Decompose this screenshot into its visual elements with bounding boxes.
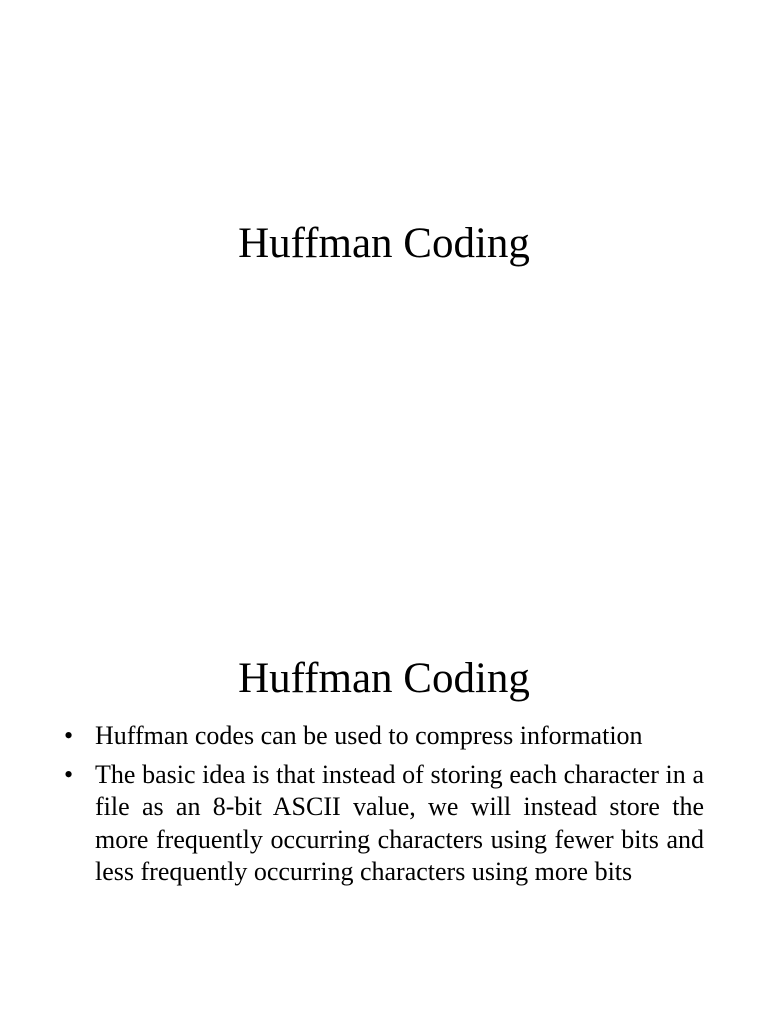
bullet-text-1: Huffman codes can be used to compress information: [95, 721, 643, 750]
bullet-icon: •: [64, 721, 74, 750]
bullet-item-2: [64, 759, 704, 889]
slide-1-title: Huffman Coding: [238, 220, 530, 267]
bullet-icon: •: [64, 759, 74, 789]
bullet-list: [64, 720, 704, 895]
bullet-item-1: [64, 720, 704, 753]
bullet-text-2: The basic idea is that instead of storing each character in a file as an 8-bit ASCII value, we will instead store the more frequently occurring characters using fewer bits and less frequently occurring characters using more bits: [95, 759, 704, 886]
slide-2-title: Huffman Coding: [238, 655, 530, 702]
